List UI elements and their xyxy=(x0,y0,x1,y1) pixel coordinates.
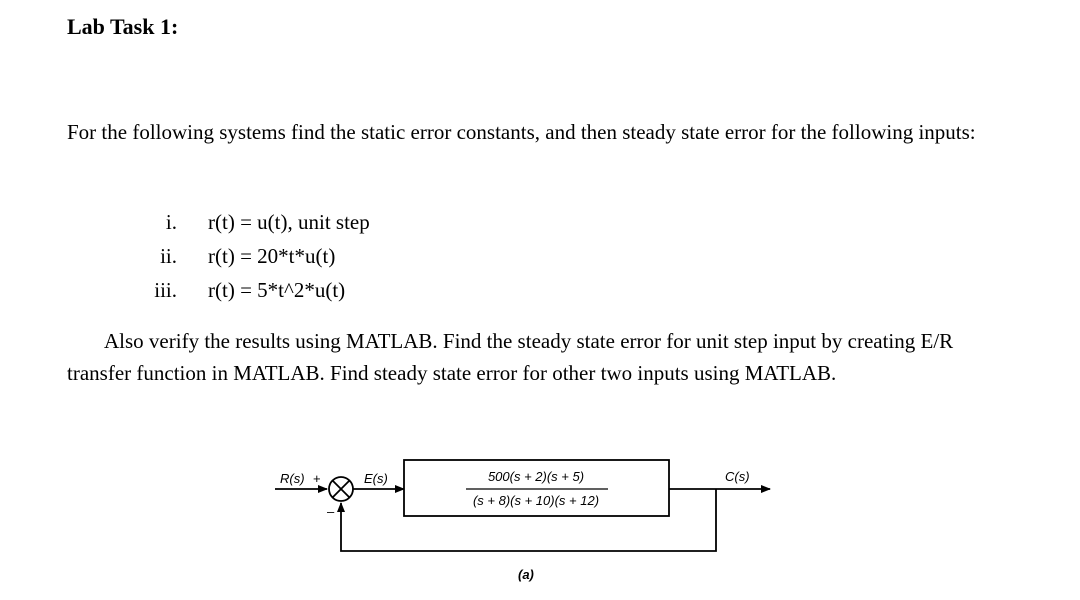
plus-sign: + xyxy=(313,471,321,486)
list-expression: r(t) = 20*t*u(t) xyxy=(208,244,336,268)
block-diagram xyxy=(270,450,790,590)
verify-paragraph: Also verify the results using MATLAB. Find the steady state error for unit step input by creating E/R transfer function in MATLAB. Find steady state error for other two inputs using MATLAB. xyxy=(67,329,954,385)
list-expression: r(t) = u(t), unit step xyxy=(208,210,370,234)
list-number: ii. xyxy=(160,244,177,268)
input-label: R(s) xyxy=(280,471,305,486)
list-expression: r(t) = 5*t^2*u(t) xyxy=(208,278,346,302)
output-label: C(s) xyxy=(725,469,750,484)
tf-numerator: 500(s + 2)(s + 5) xyxy=(487,469,585,484)
summing-junction xyxy=(329,477,353,501)
task-heading: Lab Task 1: xyxy=(67,14,179,39)
error-label: E(s) xyxy=(364,471,388,486)
list-number: i. xyxy=(165,210,177,234)
tf-denominator: (s + 8)(s + 10)(s + 12) xyxy=(472,493,600,508)
list-number: iii. xyxy=(154,278,177,302)
intro-paragraph: For the following systems find the static error constants, and then steady state error for the following inputs: xyxy=(67,120,976,144)
minus-sign: – xyxy=(327,504,335,519)
diagram-caption: (a) xyxy=(518,567,534,582)
